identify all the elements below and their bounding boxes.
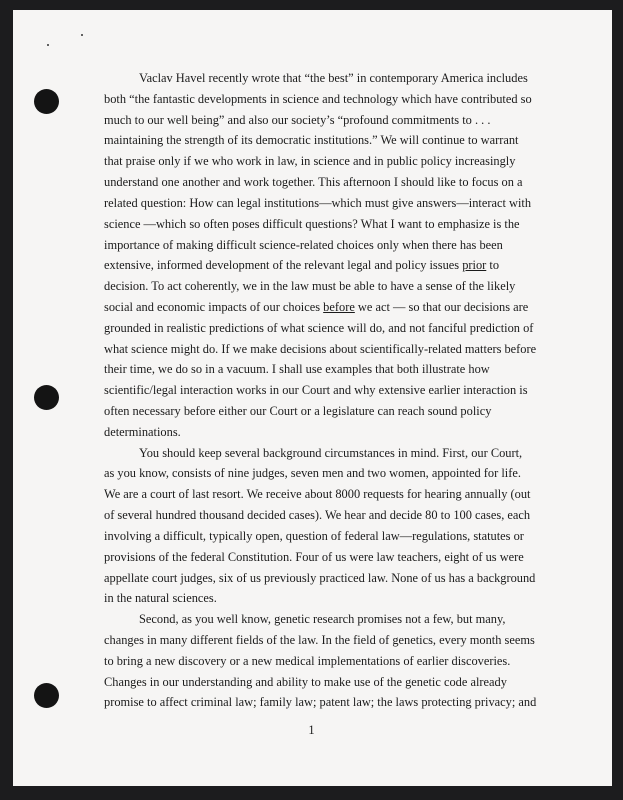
text-run: extensive, informed development of the relevant legal and policy issues — [104, 258, 463, 273]
text-line: appellate court judges, six of us previously practiced law. None of us has a background — [104, 570, 536, 585]
text-line — [69, 297, 534, 318]
text-line: scientific/legal interaction works in our Court and why extensive earlier interaction is — [104, 383, 528, 398]
text-line: Second, as you well know, genetic research promises not a few, but many, — [139, 612, 506, 627]
text-line: Vaclav Havel recently wrote that “the best” in contemporary America includes — [139, 71, 528, 85]
text-line: much to our well being” and also our society’s “profound commitments to . . . — [104, 112, 491, 127]
text-line: changes in many different fields of the law. In the field of genetics, every month seems — [104, 632, 535, 647]
text-line: often necessary before either our Court or a legislature can reach sound policy — [104, 404, 492, 418]
text-line: as you know, consists of nine judges, seven men and two women, appointed for life. — [104, 466, 521, 481]
text-line: their time, we do so in a vacuum. I shall use examples that both illustrate how — [104, 362, 490, 377]
text-line: grounded in realistic predictions of what science will do, and not fanciful prediction of — [104, 320, 534, 335]
punch-hole-top — [34, 89, 59, 114]
document-body — [104, 68, 537, 713]
text-line: decision. To act coherently, we in the law must be able to have a sense of the likely — [104, 279, 516, 294]
text-run: we act — so that our decisions are — [354, 299, 529, 314]
text-line: involving a difficult, typically open, question of federal law—regulations, statutes or — [104, 528, 524, 543]
underlined-word-before: before — [323, 299, 355, 314]
punch-hole-bottom — [34, 683, 59, 708]
paragraph-2 — [104, 443, 534, 610]
text-line: science —which so often poses difficult questions? What I want to emphasize is the — [104, 216, 520, 231]
text-line: understand one another and work together. This afternoon I should like to focus on a — [104, 175, 523, 190]
text-line: what science might do. If we make decisions about scientifically-related matters before — [104, 341, 537, 356]
punch-hole-middle — [34, 385, 59, 410]
text-line: related question: How can legal institutions—which must give answers—interact with — [104, 195, 532, 210]
text-line: provisions of the federal Constitution. Four of us were law teachers, eight of us were — [104, 549, 524, 564]
text-run: to — [486, 258, 500, 273]
page-number: 1 — [308, 723, 315, 737]
paragraph-1 — [104, 68, 537, 443]
text-line: We are a court of last resort. We receive about 8000 requests for hearing annually (out — [104, 487, 531, 502]
underlined-word-prior: prior — [462, 258, 487, 273]
text-line — [69, 255, 534, 276]
text-line: both “the fantastic developments in science and technology which have contributed so — [104, 91, 532, 106]
text-line: that praise only if we who work in law, in science and in public policy increasingly — [104, 154, 516, 169]
text-line: to bring a new discovery or a new medical implementations of earlier discoveries. — [104, 653, 511, 668]
text-line: maintaining the strength of its democratic institutions.” We will continue to warrant — [104, 133, 519, 148]
text-line: determinations. — [104, 424, 181, 439]
paper-speck — [81, 34, 83, 36]
text-line: Changes in our understanding and ability to make use of the genetic code already — [104, 674, 507, 689]
text-line: importance of making difficult science-related choices only when there has been — [104, 237, 503, 252]
paper-speck — [47, 44, 49, 46]
text-line: You should keep several background circumstances in mind. First, our Court, — [139, 445, 523, 460]
paragraph-3 — [104, 609, 537, 713]
text-line: in the natural sciences. — [104, 591, 217, 606]
text-run: social and economic impacts of our choices — [104, 299, 324, 314]
text-line: promise to affect criminal law; family law; patent law; the laws protecting privacy; and — [104, 695, 537, 710]
text-line: of several hundred thousand decided cases). We hear and decide 80 to 100 cases, each — [104, 508, 531, 523]
